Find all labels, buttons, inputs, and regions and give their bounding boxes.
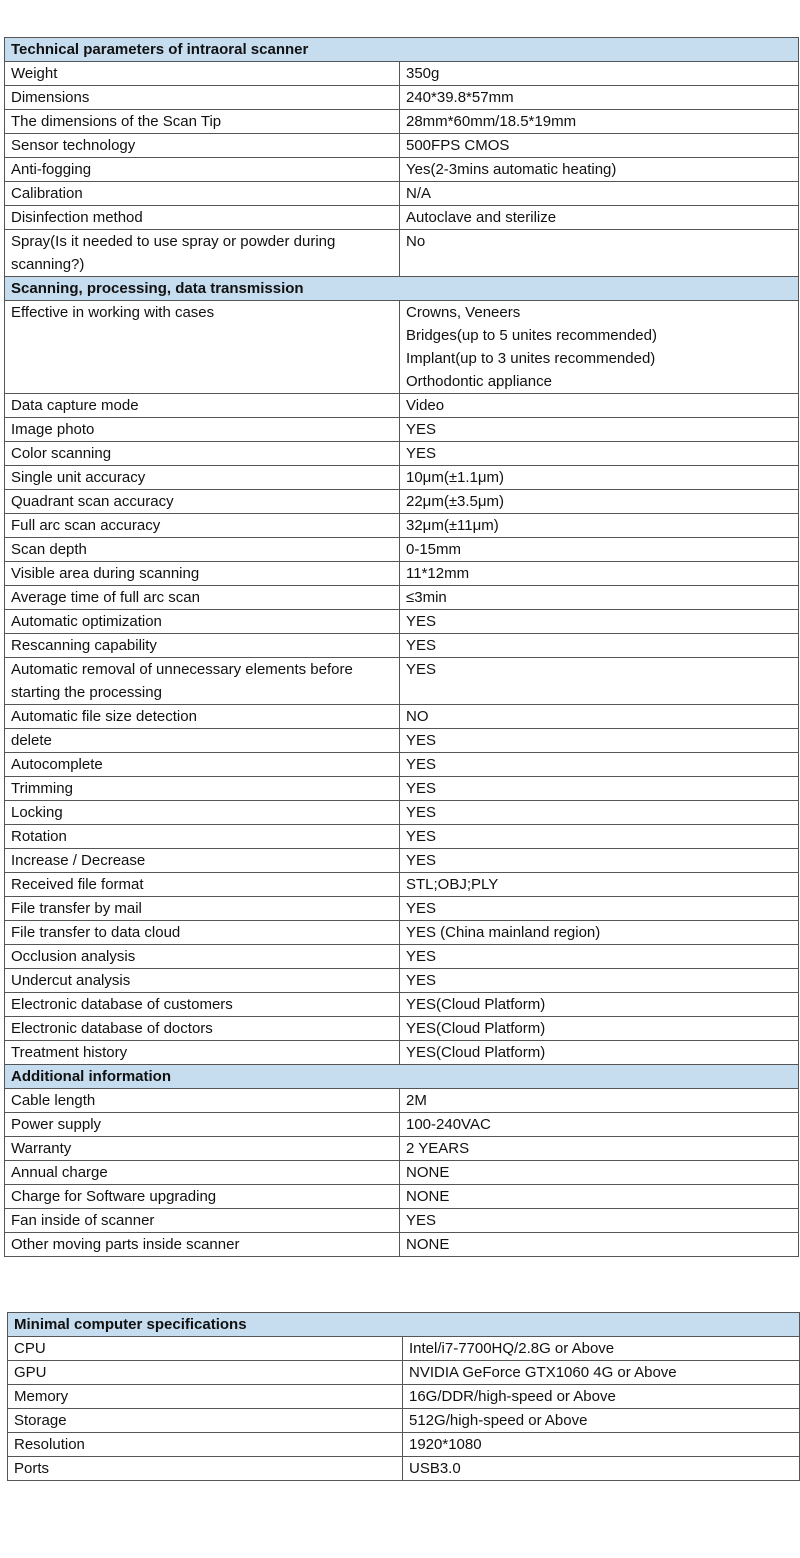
parameter-value: 500FPS CMOS — [400, 134, 799, 158]
table-row — [5, 1233, 799, 1257]
table-row — [5, 158, 799, 182]
parameter-value: ≤3min — [400, 586, 799, 610]
parameter-label: Other moving parts inside scanner — [5, 1233, 400, 1257]
parameter-value: YES(Cloud Platform) — [400, 1017, 799, 1041]
parameter-label: Charge for Software upgrading — [5, 1185, 400, 1209]
table-row — [5, 514, 799, 538]
section-header-row — [5, 38, 799, 62]
table-row — [8, 1409, 800, 1433]
parameter-label: Rescanning capability — [5, 634, 400, 658]
parameter-value: 22μm(±3.5μm) — [400, 490, 799, 514]
parameter-value: YES — [400, 610, 799, 634]
table-row — [5, 801, 799, 825]
parameter-label: Locking — [5, 801, 400, 825]
parameter-value: YES — [400, 634, 799, 658]
parameter-label: Annual charge — [5, 1161, 400, 1185]
parameter-label: Autocomplete — [5, 753, 400, 777]
parameter-value: YES — [400, 777, 799, 801]
parameter-value: N/A — [400, 182, 799, 206]
table-row — [8, 1361, 800, 1385]
parameter-value: YES — [400, 753, 799, 777]
table-row — [5, 1161, 799, 1185]
parameter-label: Undercut analysis — [5, 969, 400, 993]
parameter-label: Resolution — [8, 1433, 403, 1457]
parameter-label: Spray(Is it needed to use spray or powder during scanning?) — [5, 230, 400, 277]
table-row — [5, 897, 799, 921]
section-header-row — [8, 1313, 800, 1337]
parameter-label: Trimming — [5, 777, 400, 801]
table-row — [5, 945, 799, 969]
parameter-label: The dimensions of the Scan Tip — [5, 110, 400, 134]
table-row — [5, 921, 799, 945]
parameter-label: GPU — [8, 1361, 403, 1385]
parameter-value: 512G/high-speed or Above — [403, 1409, 800, 1433]
table-row — [5, 1113, 799, 1137]
table-row — [5, 658, 799, 705]
parameter-value: NO — [400, 705, 799, 729]
parameter-label: Electronic database of doctors — [5, 1017, 400, 1041]
parameter-label: Visible area during scanning — [5, 562, 400, 586]
table-row — [5, 705, 799, 729]
table-row — [5, 1041, 799, 1065]
parameter-label: Automatic file size detection — [5, 705, 400, 729]
table-row — [5, 538, 799, 562]
parameter-value-line: Implant(up to 3 unites recommended) — [406, 350, 656, 367]
parameter-label: Ports — [8, 1457, 403, 1481]
parameter-label: delete — [5, 729, 400, 753]
parameter-value-line: Bridges(up to 5 unites recommended) — [406, 327, 657, 344]
parameter-value: 350g — [400, 62, 799, 86]
parameter-value: YES — [400, 969, 799, 993]
parameter-value: YES(Cloud Platform) — [400, 993, 799, 1017]
section-title: Technical parameters of intraoral scanner — [5, 38, 799, 62]
table-row — [5, 134, 799, 158]
parameter-label: Cable length — [5, 1089, 400, 1113]
parameter-label: Rotation — [5, 825, 400, 849]
parameter-value: Yes(2-3mins automatic heating) — [400, 158, 799, 182]
parameter-label: Anti-fogging — [5, 158, 400, 182]
parameter-value: STL;OBJ;PLY — [400, 873, 799, 897]
minimal-computer-spec-table — [7, 1312, 800, 1481]
table-row — [5, 849, 799, 873]
parameter-label: Treatment history — [5, 1041, 400, 1065]
table-row — [5, 969, 799, 993]
table-row — [8, 1385, 800, 1409]
table-row — [5, 301, 799, 394]
section-title: Additional information — [5, 1065, 799, 1089]
parameter-label: Average time of full arc scan — [5, 586, 400, 610]
parameter-value: YES — [400, 945, 799, 969]
parameter-value: 16G/DDR/high-speed or Above — [403, 1385, 800, 1409]
table-row — [5, 1089, 799, 1113]
parameter-label: File transfer by mail — [5, 897, 400, 921]
parameter-label: Occlusion analysis — [5, 945, 400, 969]
parameter-value: YES — [400, 729, 799, 753]
parameter-value: NONE — [400, 1161, 799, 1185]
parameter-label: Weight — [5, 62, 400, 86]
parameter-value: No — [400, 230, 799, 277]
parameter-label: Image photo — [5, 418, 400, 442]
table-row — [5, 825, 799, 849]
parameter-label: Power supply — [5, 1113, 400, 1137]
table-row — [5, 1209, 799, 1233]
section-title: Scanning, processing, data transmission — [5, 277, 799, 301]
table-row — [5, 1185, 799, 1209]
parameter-value: Autoclave and sterilize — [400, 206, 799, 230]
parameter-value-line: Orthodontic appliance — [406, 373, 552, 390]
parameter-value: NONE — [400, 1233, 799, 1257]
table-row — [5, 442, 799, 466]
parameter-value: 1920*1080 — [403, 1433, 800, 1457]
parameter-value: 100-240VAC — [400, 1113, 799, 1137]
parameter-label: Single unit accuracy — [5, 466, 400, 490]
parameter-value: NONE — [400, 1185, 799, 1209]
parameter-label: Color scanning — [5, 442, 400, 466]
table-row — [5, 394, 799, 418]
parameter-label: Quadrant scan accuracy — [5, 490, 400, 514]
parameter-label: Calibration — [5, 182, 400, 206]
table-row — [5, 206, 799, 230]
parameter-value: 2 YEARS — [400, 1137, 799, 1161]
parameter-value: 11*12mm — [400, 562, 799, 586]
parameter-value: YES — [400, 897, 799, 921]
parameter-label: Automatic removal of unnecessary elements before starting the processing — [5, 658, 400, 705]
table-row — [5, 586, 799, 610]
parameter-label: Effective in working with cases — [5, 301, 400, 394]
section-title: Minimal computer specifications — [8, 1313, 800, 1337]
table-row — [5, 993, 799, 1017]
parameter-value: 10μm(±1.1μm) — [400, 466, 799, 490]
parameter-value: YES — [400, 825, 799, 849]
table-row — [5, 182, 799, 206]
parameter-value: 32μm(±11μm) — [400, 514, 799, 538]
parameter-value: YES — [400, 418, 799, 442]
parameter-label: Sensor technology — [5, 134, 400, 158]
table-row — [5, 873, 799, 897]
table-row — [5, 1017, 799, 1041]
table-row — [5, 610, 799, 634]
table-row — [5, 753, 799, 777]
parameter-label: Memory — [8, 1385, 403, 1409]
parameter-label: Received file format — [5, 873, 400, 897]
parameter-value: YES(Cloud Platform) — [400, 1041, 799, 1065]
table-row — [8, 1433, 800, 1457]
parameter-value: YES — [400, 658, 799, 705]
table-row — [5, 110, 799, 134]
parameter-label: Full arc scan accuracy — [5, 514, 400, 538]
parameter-value — [400, 301, 799, 394]
table-row — [5, 230, 799, 277]
table-row — [5, 62, 799, 86]
parameter-label: Electronic database of customers — [5, 993, 400, 1017]
parameter-label: Fan inside of scanner — [5, 1209, 400, 1233]
parameter-value: YES — [400, 442, 799, 466]
parameter-label: File transfer to data cloud — [5, 921, 400, 945]
parameter-value: 2M — [400, 1089, 799, 1113]
parameter-value: YES — [400, 1209, 799, 1233]
section-header-row — [5, 1065, 799, 1089]
intraoral-scanner-spec-table — [4, 37, 799, 1257]
table-row — [5, 466, 799, 490]
parameter-value: Video — [400, 394, 799, 418]
parameter-label: Automatic optimization — [5, 610, 400, 634]
parameter-value-line: Crowns, Veneers — [406, 304, 521, 321]
table-row — [5, 418, 799, 442]
table-row — [8, 1337, 800, 1361]
parameter-label: Scan depth — [5, 538, 400, 562]
parameter-value: 0-15mm — [400, 538, 799, 562]
parameter-label: CPU — [8, 1337, 403, 1361]
parameter-value: USB3.0 — [403, 1457, 800, 1481]
parameter-value: 28mm*60mm/18.5*19mm — [400, 110, 799, 134]
parameter-value: NVIDIA GeForce GTX1060 4G or Above — [403, 1361, 800, 1385]
table-row — [8, 1457, 800, 1481]
parameter-label: Increase / Decrease — [5, 849, 400, 873]
section-header-row — [5, 277, 799, 301]
parameter-value: Intel/i7-7700HQ/2.8G or Above — [403, 1337, 800, 1361]
table-row — [5, 86, 799, 110]
parameter-label: Storage — [8, 1409, 403, 1433]
table-row — [5, 1137, 799, 1161]
table-row — [5, 777, 799, 801]
table-row — [5, 729, 799, 753]
parameter-label: Warranty — [5, 1137, 400, 1161]
parameter-value: YES (China mainland region) — [400, 921, 799, 945]
parameter-value: 240*39.8*57mm — [400, 86, 799, 110]
parameter-label: Disinfection method — [5, 206, 400, 230]
parameter-value: YES — [400, 849, 799, 873]
parameter-label: Data capture mode — [5, 394, 400, 418]
parameter-value: YES — [400, 801, 799, 825]
parameter-label: Dimensions — [5, 86, 400, 110]
table-row — [5, 562, 799, 586]
table-row — [5, 634, 799, 658]
table-row — [5, 490, 799, 514]
